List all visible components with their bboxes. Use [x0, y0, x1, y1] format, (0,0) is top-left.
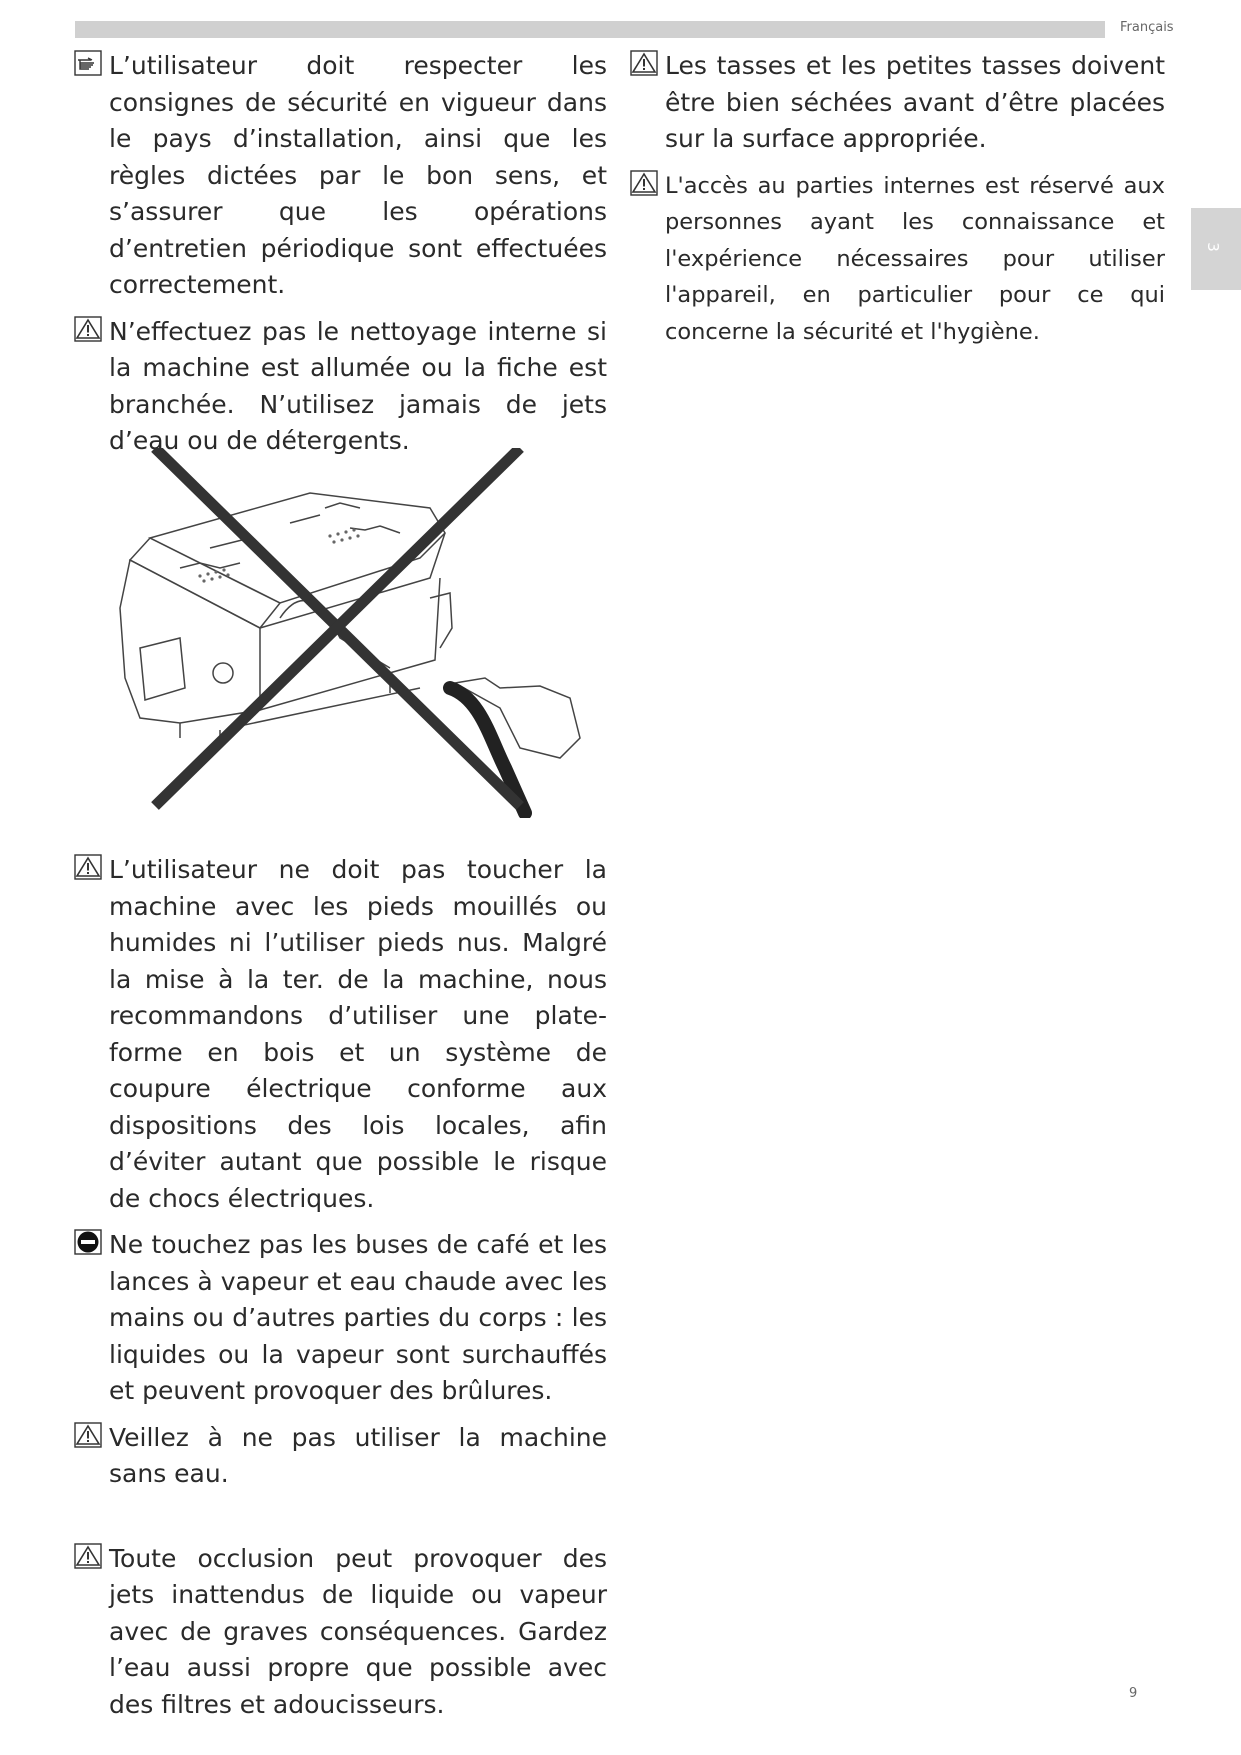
left-column-lower	[74, 852, 607, 1733]
warning-item	[74, 1541, 607, 1724]
warning-item	[74, 1420, 607, 1493]
language-label: Français	[1120, 20, 1174, 35]
warning-item	[74, 852, 607, 1217]
crossed-out-cleaning-illustration-icon	[100, 448, 600, 818]
notice-item	[74, 48, 607, 304]
prohibition-text: Ne touchez pas les buses de café et les lances à vapeur et eau chaude avec les mains ou d’autres parties du corps : les liquides ou la vapeur sont surchauffés et peuvent provoquer des brûlures.	[109, 1230, 607, 1405]
warning-text: L’utilisateur ne doit pas toucher la machine avec les pieds mouillés ou humides ni l’utiliser pieds nus. Malgré la mise à la ter. de la machine, nous recommandons d’utiliser une plate-forme en bois et un système de coupure électrique conforme aux dispositions des lois locales, afin d’éviter autant que possible le risque de chocs électriques.	[109, 855, 607, 1213]
warning-text: N’effectuez pas le nettoyage interne si la machine est allumée ou la fiche est branchée. N’utilisez jamais de jets d’eau ou de détergents.	[109, 316, 607, 455]
warning-icon	[630, 50, 658, 76]
warning-text: Veillez à ne pas utiliser la machine sans eau.	[109, 1422, 607, 1488]
header-bar	[75, 21, 1105, 38]
chapter-number: 3	[1203, 242, 1222, 252]
warning-item	[630, 168, 1165, 351]
warning-icon	[74, 854, 102, 880]
left-column	[74, 48, 607, 470]
prohibition-icon	[74, 1229, 102, 1255]
notice-text: L’utilisateur doit respecter les consignes de sécurité en vigueur dans le pays d’installation, ainsi que les règles dictées par le bon sens, et s’assurer que les opérations d’entretien périodique sont effectuées correctement.	[109, 51, 607, 299]
warning-icon	[630, 170, 658, 196]
warning-icon	[74, 1543, 102, 1569]
prohibition-item	[74, 1227, 607, 1410]
right-column	[630, 48, 1165, 360]
warning-text: Toute occlusion peut provoquer des jets inattendus de liquide ou vapeur avec de graves conséquences. Gardez l’eau aussi propre que possible avec des filtres et adoucisseurs.	[109, 1543, 607, 1719]
chapter-tab	[1191, 208, 1241, 290]
warning-item	[74, 314, 607, 460]
warning-icon	[74, 1422, 102, 1448]
warning-icon	[74, 316, 102, 342]
warning-text: L'accès au parties internes est réservé aux personnes ayant les connaissance et l'expérience nécessaires pour utiliser l'appareil, en particulier pour ce qui concerne la sécurité et l'hygiène.	[665, 172, 1165, 345]
warning-text: Les tasses et les petites tasses doivent être bien séchées avant d’être placées sur la surface appropriée.	[665, 51, 1165, 153]
warning-item	[630, 48, 1165, 158]
pointing-hand-icon	[74, 50, 102, 76]
page-number: 9	[1129, 1686, 1138, 1701]
